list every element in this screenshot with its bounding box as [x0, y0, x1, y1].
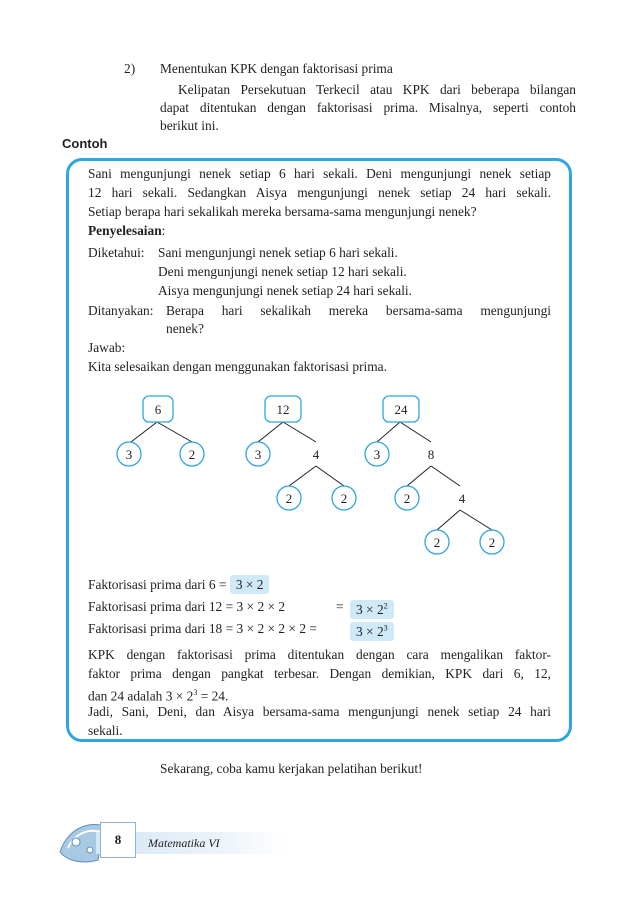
conclusion-kpk-post: = 24. — [197, 688, 229, 704]
section-number: 2) — [124, 61, 136, 76]
tree12-left: 3 — [254, 447, 262, 462]
tree24-mid-right: 4 — [458, 491, 466, 506]
tree24-right: 8 — [427, 447, 435, 462]
diketahui-item-3: Aisya mengunjungi nenek setiap 24 hari sekali. — [158, 283, 412, 298]
section-heading: Menentukan KPK dengan faktorisasi prima — [160, 61, 393, 76]
penyelesaian-label: Penyelesaian — [88, 223, 162, 238]
tree12-right-right: 2 — [340, 491, 348, 506]
tree24-left: 3 — [373, 447, 381, 462]
tree12-right: 4 — [312, 447, 320, 462]
tree24-mid-left: 2 — [403, 491, 411, 506]
jawab-label: Jawab: — [88, 340, 126, 355]
tree6-left: 3 — [125, 447, 133, 462]
tree6-root: 6 — [154, 402, 162, 417]
tree6-right: 2 — [188, 447, 196, 462]
diketahui-item-2: Deni mengunjungi nenek setiap 12 hari sekali. — [158, 264, 407, 279]
intro-paragraph-line-1: Kelipatan Persekutuan Terkecil atau KPK dari beberapa bilangan — [178, 82, 576, 97]
f12-result-exp: 2 — [383, 602, 388, 611]
conclusion-line-4: Jadi, Sani, Deni, dan Aisya bersama-sama mengunjungi nenek setiap 24 hari — [88, 704, 551, 719]
conclusion-kpk-exp: 3 — [193, 688, 198, 697]
factorization-12-eq: = — [336, 599, 344, 614]
intro-paragraph-line-2: dapat ditentukan dengan faktorisasi prima. Misalnya, seperti contoh — [160, 100, 576, 115]
f18-result-base: 3 × 2 — [356, 624, 384, 640]
contoh-label: Contoh — [62, 136, 108, 151]
tree24-root: 24 — [394, 402, 408, 417]
problem-line-1: Sani mengunjungi nenek setiap 6 hari sekali. Deni mengunjungi nenek setiap — [88, 166, 551, 181]
penyelesaian-colon: : — [161, 223, 166, 238]
page-number-box — [100, 822, 136, 858]
factorization-12-result — [350, 598, 394, 619]
jawab-intro: Kita selesaikan dengan menggunakan faktorisasi prima. — [88, 359, 387, 374]
closing-instruction: Sekarang, coba kamu kerjakan pelatihan berikut! — [160, 761, 423, 776]
conclusion-line-2: faktor prima dengan pangkat terbesar. Dengan demikian, KPK dari 6, 12, — [88, 666, 551, 681]
factorization-6-result: 3 × 2 — [230, 575, 270, 594]
intro-paragraph-line-3: berikut ini. — [160, 118, 219, 133]
factorization-6 — [88, 576, 269, 594]
conclusion-line-1: KPK dengan faktorisasi prima ditentukan dengan cara mengalikan faktor- — [88, 647, 551, 662]
f12-result-base: 3 × 2 — [356, 602, 384, 618]
diketahui-label: Diketahui: — [88, 245, 145, 260]
factorization-6-text: Faktorisasi prima dari 6 = — [88, 577, 227, 592]
ditanyakan-line-1: Berapa hari sekalikah mereka bersama-sama mengunjungi — [166, 303, 551, 318]
book-title: Matematika VI — [148, 836, 220, 850]
ditanyakan-label: Ditanyakan: — [88, 303, 154, 318]
diketahui-item-1: Sani mengunjungi nenek setiap 6 hari sekali. — [158, 245, 398, 260]
factorization-12-text: Faktorisasi prima dari 12 = 3 × 2 × 2 — [88, 599, 286, 614]
f18-result-exp: 3 — [383, 624, 388, 633]
conclusion-line-5: sekali. — [88, 723, 123, 738]
factorization-18-text: Faktorisasi prima dari 18 = 3 × 2 × 2 × 2 = — [88, 621, 317, 636]
problem-line-2: 12 hari sekali. Sedangkan Aisya mengunjungi nenek setiap 24 hari sekali. — [88, 185, 551, 200]
page-number: 8 — [114, 832, 122, 847]
tree12-right-left: 2 — [285, 491, 293, 506]
problem-line-3: Setiap berapa hari sekalikah mereka bersama-sama mengunjungi nenek? — [88, 204, 477, 219]
factorization-18-result — [350, 620, 394, 641]
ditanyakan-line-2: nenek? — [166, 321, 204, 336]
tree24-low-left: 2 — [433, 535, 441, 550]
tree12-root: 12 — [276, 402, 290, 417]
tree24-low-right: 2 — [488, 535, 496, 550]
conclusion-kpk-pre: dan 24 adalah 3 × 2 — [88, 688, 194, 704]
